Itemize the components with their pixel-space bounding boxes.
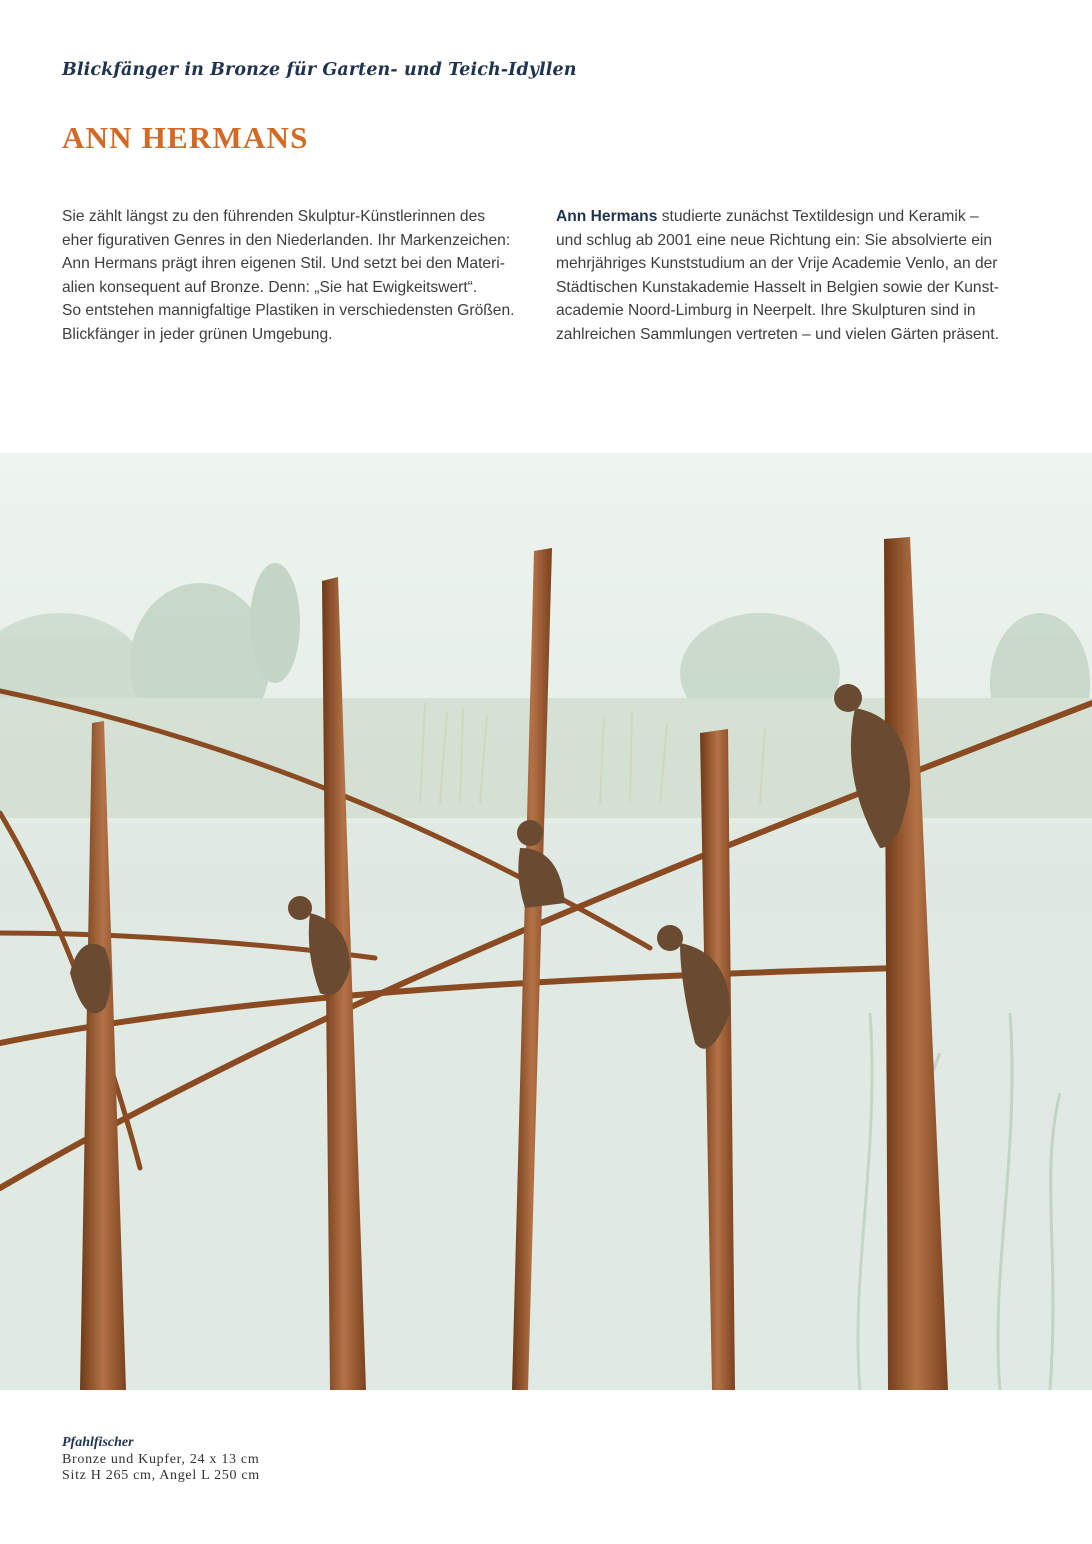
intro-line: alien konsequent auf Bronze. Denn: „Sie hat Ewigkeitswert“. <box>62 278 478 296</box>
bio-line: Städtischen Kunstakademie Hasselt in Belgien sowie der Kunst- <box>556 278 999 296</box>
intro-line: Blickfänger in jeder grünen Umgebung. <box>62 325 333 343</box>
intro-line: eher figurativen Genres in den Niederlanden. Ihr Markenzeichen: <box>62 231 511 249</box>
bio-line: academie Noord-Limburg in Neerpelt. Ihre Skulpturen sind in <box>556 302 976 320</box>
intro-column <box>62 205 542 347</box>
sculpture-photo-illustration <box>0 453 1092 1390</box>
bio-line: und schlug ab 2001 eine neue Richtung ein: Sie absolvierte ein <box>556 231 993 249</box>
intro-line: Ann Hermans prägt ihren eigenen Stil. Und setzt bei den Materi- <box>62 255 505 273</box>
caption-line: Sitz H 265 cm, Angel L 250 cm <box>62 1468 260 1483</box>
bio-column <box>556 205 1036 347</box>
caption-title: Pfahlfischer <box>62 1435 134 1450</box>
bio-first-line-rest: studierte zunächst Textildesign und Keramik – <box>657 208 979 225</box>
intro-line: Sie zählt längst zu den führenden Skulptur-Künstlerinnen des <box>62 208 486 225</box>
artist-name: Ann Hermans <box>556 208 658 225</box>
artist-title: ANN HERMANS <box>62 120 309 155</box>
bio-first-line <box>556 205 1036 229</box>
article-kicker: Blickfänger in Bronze für Garten- und Teich-Idyllen <box>62 60 577 80</box>
bio-line: mehrjähriges Kunststudium an der Vrije Academie Venlo, an der <box>556 255 998 273</box>
sculpture-photo <box>0 453 1092 1390</box>
intro-line: So entstehen mannigfaltige Plastiken in verschiedensten Größen. <box>62 302 515 320</box>
photo-caption <box>62 1435 260 1485</box>
caption-line: Bronze und Kupfer, 24 x 13 cm <box>62 1451 260 1467</box>
bio-line: zahlreichen Sammlungen vertreten – und vielen Gärten präsent. <box>556 325 999 343</box>
